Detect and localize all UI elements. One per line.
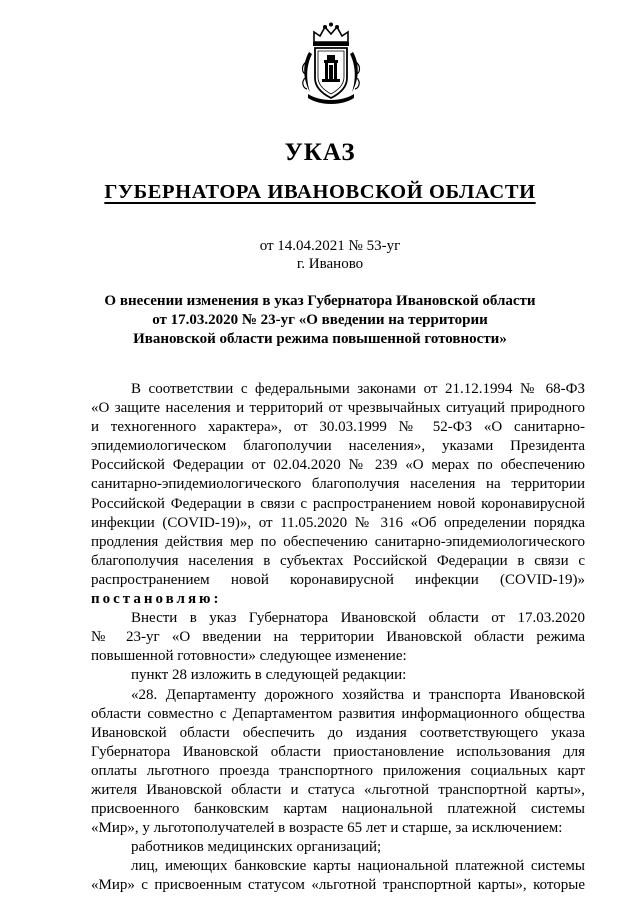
document-date-number: от 14.04.2021 № 53-уг	[259, 238, 401, 254]
body-line: эпидемиологическом благополучии населения», указами Президента	[91, 438, 585, 455]
document-body	[91, 380, 585, 896]
ivanovo-coat-of-arms-icon	[300, 22, 362, 104]
body-line: работников медицинских организаций;	[131, 839, 382, 856]
subject-line: Ивановской области режима повышенной готовности»	[133, 331, 507, 347]
body-line: продления действия мер по обеспечению санитарно-эпидемиологического	[91, 533, 585, 550]
subject-line: от 17.03.2020 № 23-уг «О введении на территории	[152, 312, 488, 328]
issuing-authority	[0, 181, 640, 204]
body-line: «О защите населения и территорий от чрезвычайных ситуаций природного	[91, 400, 585, 417]
issuing-authority-text: ГУБЕРНАТОРА ИВАНОВСКОЙ ОБЛАСТИ	[104, 181, 536, 203]
body-line: жителя Ивановской области и статуса «льготной транспортной карты»,	[91, 781, 585, 798]
body-line: Внести в указ Губернатора Ивановской области от 17.03.2020	[131, 610, 585, 627]
body-line: области совместно с Департаментом развития информационного общества	[91, 705, 585, 722]
body-line: благополучия населения в субъектах Российской Федерации в связи с	[91, 552, 585, 569]
body-line: распространением новой коронавирусной инфекции (COVID-19)»	[91, 571, 585, 588]
body-line: повышенной готовности» следующее изменение:	[91, 648, 407, 665]
body-line: «28. Департаменту дорожного хозяйства и транспорта Ивановской	[131, 686, 585, 703]
body-line: оплаты льготного проезда транспортного приложения социальных карт	[91, 762, 585, 779]
body-line: Ивановской области обеспечить до издания соответствующего указа	[91, 724, 585, 741]
body-line: «Мир», у льготополучателей в возрасте 65 лет и старше, за исключением:	[91, 820, 563, 837]
body-line-decree-word: постановляю:	[91, 591, 222, 608]
body-line: лиц, имеющих банковские карты национальной платежной системы	[131, 858, 585, 875]
body-line: Губернатора Ивановской области приостановление использования для	[91, 743, 585, 760]
body-line: № 23-уг «О введении на территории Ивановской области режима	[91, 629, 585, 646]
body-line: присвоенного банковским картам национальной платежной системы	[91, 801, 585, 818]
document-title: УКАЗ	[284, 139, 356, 166]
body-line: санитарно-эпидемиологического благополучия населения на территории	[91, 476, 585, 493]
body-line: и техногенного характера», от 30.03.1999 № 52-ФЗ «О санитарно-	[91, 419, 585, 436]
body-line: В соответствии с федеральными законами от 21.12.1994 № 68-ФЗ	[131, 381, 585, 397]
body-line: Российской Федерации в связи с распространением новой коронавирусной	[91, 495, 585, 512]
body-line: Российской Федерации от 02.04.2020 № 239 «О мерах по обеспечению	[91, 457, 585, 474]
body-line: «Мир» с присвоенным статусом «льготной транспортной карты», которые	[91, 877, 585, 894]
body-line: инфекции (COVID-19)», от 11.05.2020 № 316 «Об определении порядка	[91, 514, 585, 531]
body-line: пункт 28 изложить в следующей редакции:	[131, 667, 407, 684]
subject-line: О внесении изменения в указ Губернатора Ивановской области	[104, 293, 536, 309]
document-subject	[0, 292, 640, 349]
document-city: г. Иваново	[296, 256, 364, 272]
